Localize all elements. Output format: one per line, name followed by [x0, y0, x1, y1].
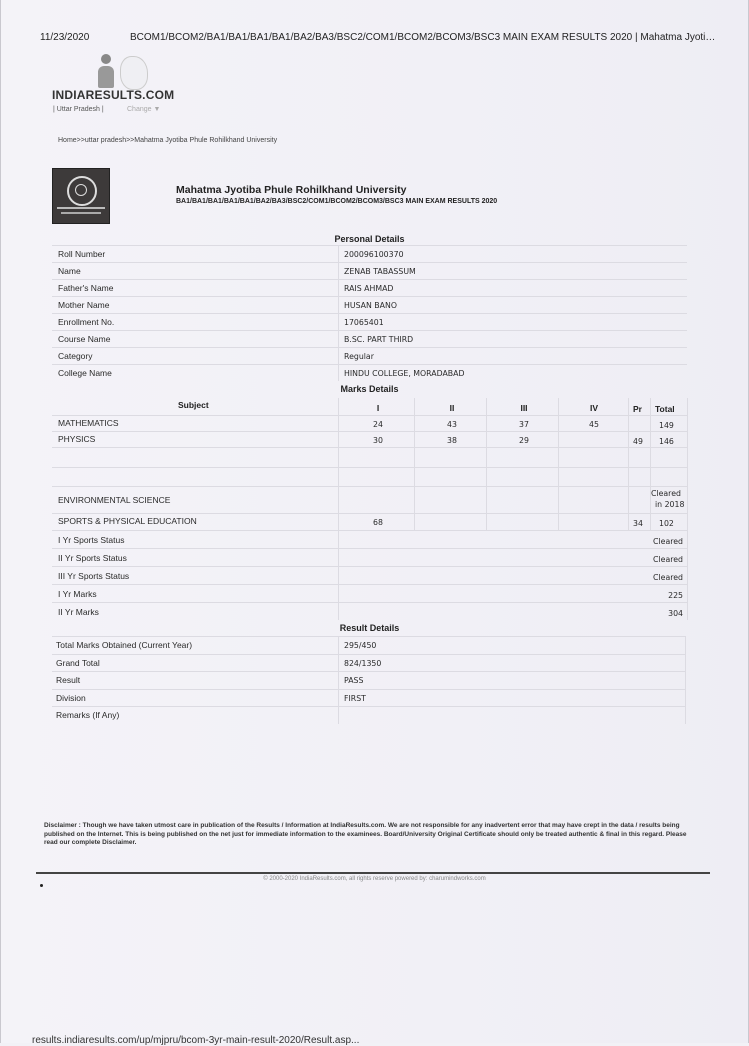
- marks-header-iii: III: [520, 403, 528, 413]
- marks-extra-divider: [338, 530, 339, 620]
- disclaimer-text: Disclaimer : Though we have taken utmost care in publication of the Results / Information at IndiaResults.com. We are not responsible for any inadvertent error that may have crept in the data / results being published on the Internet. This is being published on the net just for immediate information to the examinees. Board/University Original Certificate should only be treated authentic & final in this regard. Please read our complete Disclaimer.: [44, 822, 687, 846]
- personal-divider: [338, 245, 339, 381]
- personal-value: Regular: [344, 352, 374, 361]
- university-name: Mahatma Jyotiba Phule Rohilkhand University: [176, 184, 407, 196]
- marks-header-iv: IV: [589, 403, 599, 413]
- personal-row: [52, 296, 687, 314]
- personal-value: HUSAN BANO: [344, 301, 397, 310]
- marks-extra-divider: [687, 530, 688, 620]
- personal-label: Mother Name: [58, 300, 110, 310]
- mark-pr: 34: [633, 519, 643, 528]
- personal-label: Course Name: [58, 334, 111, 344]
- print-date: 11/23/2020: [40, 32, 90, 43]
- divider: [36, 872, 710, 874]
- personal-label: Category: [58, 351, 93, 361]
- personal-label: Name: [58, 266, 81, 276]
- mark-i: 68: [373, 518, 383, 527]
- result-value: 295/450: [344, 641, 377, 650]
- mark-iv: 45: [589, 420, 599, 429]
- personal-label: Roll Number: [58, 249, 106, 259]
- marks-col-divider: [414, 398, 415, 530]
- marks-extra-label: II Yr Sports Status: [58, 553, 127, 563]
- personal-value: RAIS AHMAD: [344, 284, 394, 293]
- marks-extra-label: III Yr Sports Status: [58, 571, 130, 581]
- result-label: Division: [56, 692, 86, 703]
- personal-value: ZENAB TABASSUM: [344, 267, 416, 276]
- result-label: Result: [56, 675, 81, 685]
- personal-label: Father's Name: [58, 283, 114, 293]
- print-page-title: BCOM1/BCOM2/BA1/BA1/BA1/BA1/BA2/BA3/BSC2/COM1/BCOM2/BCOM3/BSC3 MAIN EXAM RESULTS 2020 | Mahatma Jyoti…: [130, 32, 716, 43]
- mark-i: 24: [373, 420, 383, 429]
- marks-col-divider: [558, 398, 559, 530]
- result-row: [52, 706, 685, 724]
- site-logo[interactable]: [52, 52, 175, 122]
- marks-header-pr: Pr: [633, 404, 642, 414]
- mark-i: 30: [373, 436, 383, 445]
- bullet-dot: [40, 884, 43, 887]
- exam-name: BA1/BA1/BA1/BA1/BA1/BA2/BA3/BSC2/COM1/BCOM2/BCOM3/BSC3 MAIN EXAM RESULTS 2020: [176, 198, 498, 205]
- mark-total-status-year: in 2018: [655, 500, 685, 509]
- marks-extra-value: 304: [668, 609, 683, 618]
- marks-header-subject: Subject: [178, 400, 209, 410]
- mark-total: 146: [659, 437, 674, 446]
- subject-name: SPORTS & PHYSICAL EDUCATION: [58, 516, 197, 526]
- site-logo-text: INDIARESULTS.COM: [52, 88, 175, 102]
- personal-row: [52, 262, 687, 280]
- mark-iii: 29: [519, 436, 529, 445]
- marks-extra-row: [52, 530, 687, 549]
- marks-details-title: Marks Details: [340, 384, 399, 394]
- subject-name: PHYSICS: [58, 434, 96, 444]
- result-value: 824/1350: [344, 658, 382, 668]
- marks-col-divider: [338, 398, 339, 530]
- marks-extra-value: Cleared: [653, 537, 683, 546]
- mark-iii: 37: [519, 420, 529, 429]
- region-label: | Uttar Pradesh |: [53, 106, 104, 113]
- marks-extra-label: I Yr Sports Status: [58, 535, 125, 545]
- result-label: Total Marks Obtained (Current Year): [56, 640, 193, 650]
- university-emblem-icon: [52, 168, 110, 224]
- result-details-title: Result Details: [339, 623, 400, 633]
- marks-col-divider: [486, 398, 487, 530]
- marks-col-divider: [650, 398, 651, 530]
- marks-extra-value: Cleared: [653, 573, 683, 582]
- map-icon: [120, 56, 148, 90]
- marks-extra-label: II Yr Marks: [58, 607, 99, 617]
- breadcrumb[interactable]: Home>>uttar pradesh>>Mahatma Jyotiba Phule Rohilkhand University: [58, 137, 278, 144]
- personal-row: [52, 279, 687, 297]
- personal-row: [52, 245, 687, 263]
- marks-header-ii: II: [449, 403, 455, 413]
- personal-value: 200096100370: [344, 250, 404, 259]
- personal-label: Enrollment No.: [58, 317, 115, 327]
- personal-value: HINDU COLLEGE, MORADABAD: [344, 369, 465, 378]
- copyright-footer: © 2000-2020 IndiaResults.com, all rights reserve powered by: charumindworks.com: [263, 876, 486, 882]
- marks-extra-row: [52, 566, 687, 585]
- mark-ii: 38: [447, 436, 457, 445]
- marks-empty-row: [52, 467, 687, 487]
- mark-total: 102: [659, 519, 674, 528]
- marks-col-divider: [628, 398, 629, 530]
- print-url: results.indiaresults.com/up/mjpru/bcom-3yr-main-result-2020/Result.asp...: [32, 1035, 360, 1046]
- subject-name: ENVIRONMENTAL SCIENCE: [58, 495, 171, 505]
- marks-extra-value: 225: [668, 591, 683, 600]
- personal-row: [52, 330, 687, 348]
- personal-row: [52, 364, 687, 382]
- result-value: FIRST: [344, 693, 366, 703]
- marks-header-i: I: [376, 403, 380, 413]
- result-row: [52, 689, 685, 707]
- marks-extra-value: Cleared: [653, 555, 683, 564]
- marks-extra-row: [52, 584, 687, 603]
- change-region-link[interactable]: Change ▼: [127, 106, 161, 113]
- marks-empty-row: [52, 447, 687, 467]
- personal-row: [52, 313, 687, 331]
- person-icon: [97, 54, 115, 90]
- mark-total: 149: [659, 421, 674, 430]
- subject-name: MATHEMATICS: [58, 418, 119, 428]
- result-divider-right: [685, 636, 686, 724]
- personal-value: B.SC. PART THIRD: [344, 335, 414, 344]
- personal-value: 17065401: [344, 318, 384, 327]
- result-row: [52, 671, 685, 689]
- mark-ii: 43: [447, 420, 457, 429]
- personal-row: [52, 347, 687, 365]
- result-value: PASS: [344, 676, 364, 685]
- result-label: Remarks (If Any): [56, 710, 120, 720]
- marks-extra-row: [52, 548, 687, 567]
- result-row: [52, 654, 685, 672]
- marks-header-total: Total: [655, 404, 675, 414]
- mark-total-status: Cleared: [651, 489, 681, 498]
- personal-details-title: Personal Details: [334, 234, 405, 244]
- page-edge-left: [0, 0, 1, 1043]
- personal-label: College Name: [58, 368, 112, 378]
- mark-pr: 49: [633, 437, 643, 446]
- marks-extra-label: I Yr Marks: [58, 589, 97, 599]
- marks-col-divider: [687, 398, 688, 530]
- marks-extra-row: [52, 602, 687, 621]
- result-label: Grand Total: [56, 657, 100, 668]
- result-divider: [338, 636, 339, 724]
- result-row: [52, 636, 685, 654]
